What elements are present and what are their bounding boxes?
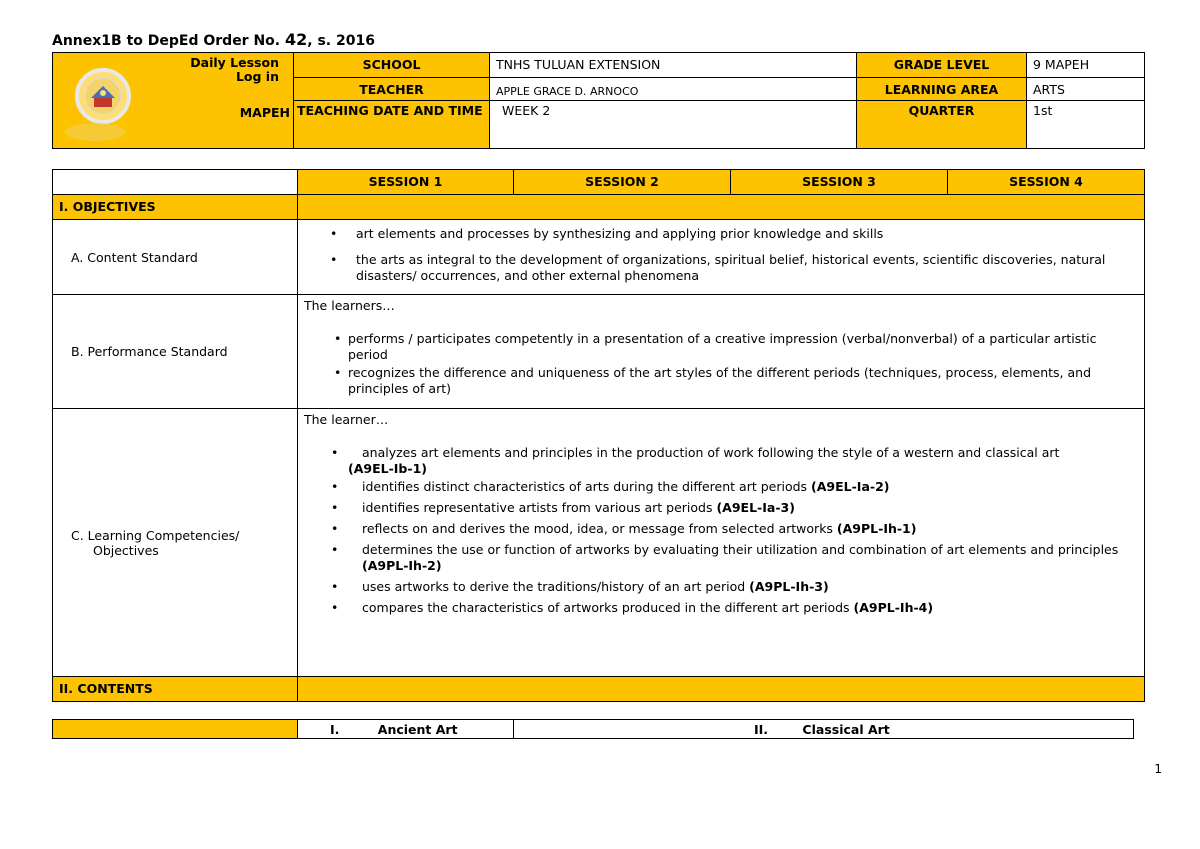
teacher-label: TEACHER <box>294 78 490 101</box>
seal-shadow <box>65 123 125 141</box>
date-label: TEACHING DATE AND TIME <box>294 101 490 149</box>
session-2-header: SESSION 2 <box>514 170 731 195</box>
objectives-heading-fill <box>298 195 1145 220</box>
area-label: LEARNING AREA <box>857 78 1027 101</box>
content-standard-cell <box>298 220 1145 295</box>
school-value: TNHS TULUAN EXTENSION <box>490 53 857 78</box>
session-3-header: SESSION 3 <box>731 170 948 195</box>
dll-line2: Log in <box>235 69 279 84</box>
annex-title: Annex1B to DepEd Order No. 42, s. 2016 <box>52 30 375 49</box>
competency-item: • analyzes art elements and principles in the production of work following the style of a western and classical art (A9EL-Ib-1) <box>331 445 1060 476</box>
contents-table <box>52 719 1134 739</box>
quarter-label: QUARTER <box>857 101 1027 149</box>
competency-item: • identifies representative artists from various art periods (A9EL-Ia-3) <box>331 500 795 515</box>
teacher-value: APPLE GRACE D. ARNOCO <box>490 78 857 101</box>
school-label: SCHOOL <box>294 53 490 78</box>
competency-item: • compares the characteristics of artworks produced in the different art periods (A9PL-Ih-4) <box>331 600 934 615</box>
competencies-line2: Objectives <box>93 542 159 558</box>
competencies-label <box>53 409 298 677</box>
performance-intro: The learners… <box>304 298 395 313</box>
competency-intro: The learner… <box>304 412 389 427</box>
performance-standard-text: B. Performance Standard <box>71 344 228 359</box>
competency-item: • identifies distinct characteristics of arts during the different art periods (A9EL-Ia-2) <box>331 479 890 494</box>
dll-title-cell <box>53 53 294 149</box>
topic-classical-art: II. Classical Art <box>514 720 1134 739</box>
quarter-value: 1st <box>1027 101 1145 149</box>
header-table <box>52 52 1145 149</box>
competencies-cell <box>298 409 1145 677</box>
competency-code: (A9EL-Ib-1) <box>348 461 427 476</box>
page-number: 1 <box>1154 762 1162 776</box>
objectives-heading: I. OBJECTIVES <box>53 195 298 220</box>
content-standard-text: A. Content Standard <box>71 249 198 265</box>
subject-label: MAPEH <box>239 105 290 120</box>
objectives-table <box>52 169 1145 702</box>
date-value: WEEK 2 <box>490 101 857 149</box>
deped-seal-icon <box>61 67 145 125</box>
session-1-header: SESSION 1 <box>298 170 514 195</box>
content-item: • art elements and processes by synthesizing and applying prior knowledge and skills <box>298 226 1144 242</box>
contents-heading: II. CONTENTS <box>53 677 298 702</box>
performance-item: • recognizes the difference and uniqueness of the art styles of the different periods (techniques, process, elements, and principles of art) <box>304 365 1144 397</box>
topic-ancient-art: I. Ancient Art <box>298 720 514 739</box>
dll-line1: Daily Lesson <box>190 55 279 70</box>
performance-item: • performs / participates competently in a presentation of a creative impression (verbal/nonverbal) of a particular artistic period <box>304 331 1144 363</box>
competency-item: • determines the use or function of artworks by evaluating their utilization and combination of art elements and principles (A9PL-Ih-2) <box>331 542 1119 573</box>
content-standard-label <box>53 220 298 295</box>
performance-standard-cell <box>298 295 1145 409</box>
session-4-header: SESSION 4 <box>948 170 1145 195</box>
competency-item: • uses artworks to derive the traditions/history of an art period (A9PL-Ih-3) <box>331 579 829 594</box>
performance-standard-label <box>53 295 298 409</box>
area-value: ARTS <box>1027 78 1145 101</box>
grade-value: 9 MAPEH <box>1027 53 1145 78</box>
content-item: • the arts as integral to the development of organizations, spiritual belief, historical events, scientific discoveries, natural disasters/ occurrences, and other external phenomena <box>298 252 1144 284</box>
grade-label: GRADE LEVEL <box>857 53 1027 78</box>
competency-item: • reflects on and derives the mood, idea, or message from selected artworks (A9PL-Ih-1) <box>331 521 917 536</box>
contents-heading-fill <box>298 677 1145 702</box>
competencies-line1: C. Learning Competencies/ <box>71 527 240 543</box>
session-corner-cell <box>53 170 298 195</box>
contents-corner <box>53 720 298 739</box>
